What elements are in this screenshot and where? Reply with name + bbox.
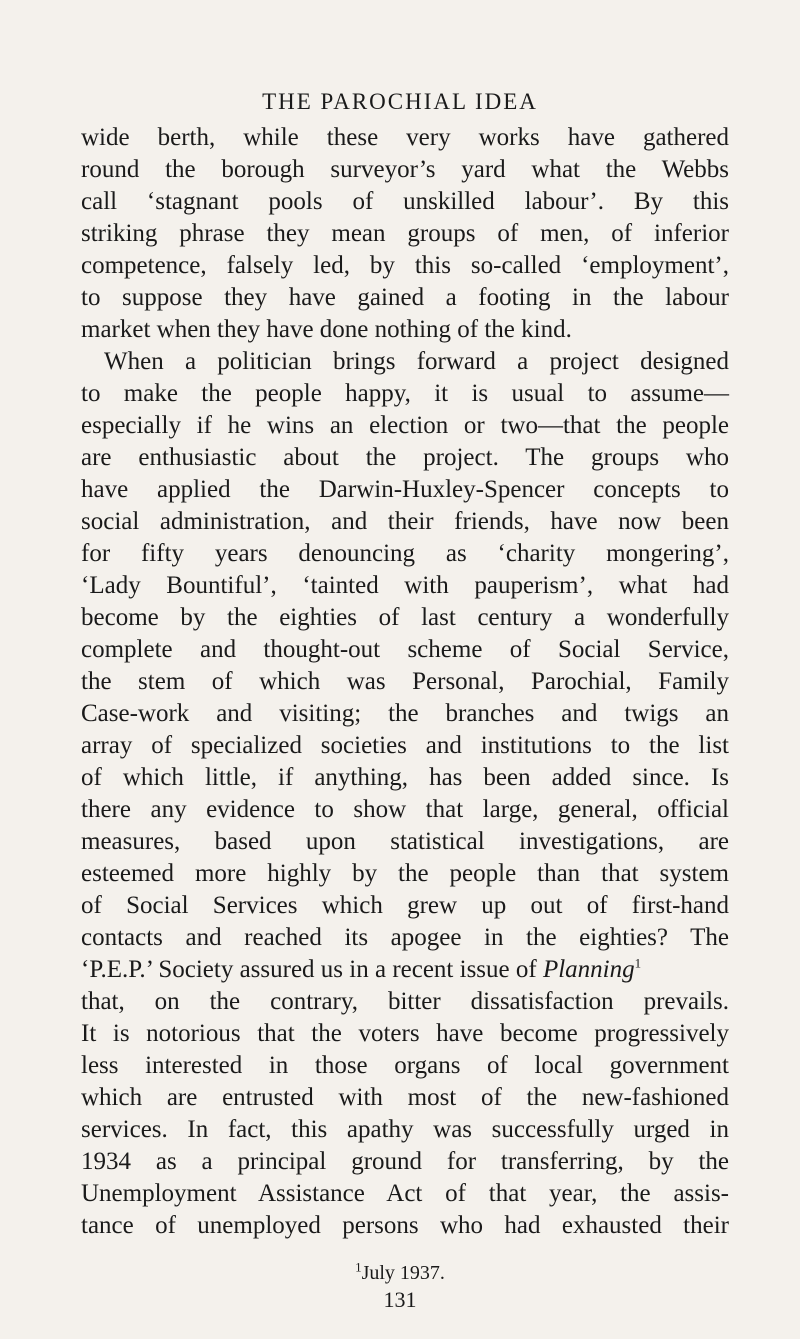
text-line: measures, based upon statistical investigations, are	[81, 828, 729, 855]
text-line: esteemed more highly by the people than that system	[81, 860, 729, 887]
text-line: 1934 as a principal ground for transferring, by the	[81, 1148, 729, 1175]
text-line: competence, falsely led, by this so-called ‘employment’,	[81, 252, 729, 279]
text-line: It is notorious that the voters have become progressively	[81, 1020, 729, 1047]
text-line: tance of unemployed persons who had exhausted their	[81, 1212, 729, 1239]
text-line: which are entrusted with most of the new-fashioned	[81, 1084, 729, 1111]
text-line: of Social Services which grew up out of first-hand	[81, 892, 729, 919]
running-head: THE PAROCHIAL IDEA	[262, 89, 538, 114]
text-line: social administration, and their friends, have now been	[81, 508, 729, 535]
text-line: striking phrase they mean groups of men, of inferior	[81, 220, 729, 247]
text-line: there any evidence to show that large, general, official	[81, 796, 729, 823]
text-line: less interested in those organs of local government	[81, 1052, 729, 1079]
text-line: of which little, if anything, has been added since. Is	[81, 764, 729, 791]
footnote-number: 1	[355, 1259, 362, 1275]
footnote-text: July 1937.	[361, 1262, 445, 1284]
text-line: that, on the contrary, bitter dissatisfaction prevails.	[81, 988, 729, 1015]
text-line: become by the eighties of last century a wonderfully	[81, 604, 729, 631]
page-number: 131	[383, 1287, 417, 1312]
text-line: round the borough surveyor’s yard what the Webbs	[81, 156, 729, 183]
text-line: market when they have done nothing of the kind.	[81, 316, 572, 343]
text-line: services. In fact, this apathy was successfully urged in	[81, 1116, 729, 1143]
text-line: call ‘stagnant pools of unskilled labour’. By this	[81, 188, 729, 215]
text-line: to make the people happy, it is usual to assume—	[81, 380, 729, 407]
text-segment: ‘P.E.P.’ Society assured us in a recent issue of	[81, 956, 537, 983]
text-line: ‘Lady Bountiful’, ‘tainted with pauperism’, what had	[81, 572, 729, 599]
text-line: have applied the Darwin-Huxley-Spencer concepts to	[81, 476, 729, 503]
text-line: contacts and reached its apogee in the eighties? The	[81, 924, 729, 951]
text-line: the stem of which was Personal, Parochial, Family	[81, 668, 729, 695]
text-line: to suppose they have gained a footing in the labour	[81, 284, 729, 311]
text-line: for fifty years denouncing as ‘charity mongering’,	[81, 540, 729, 567]
text-line: Case-work and visiting; the branches and twigs an	[81, 700, 729, 727]
text-line: Unemployment Assistance Act of that year, the assis-	[81, 1180, 729, 1207]
text-line-with-citation	[81, 954, 729, 986]
text-line: especially if he wins an election or two—that the people	[81, 412, 729, 439]
journal-title: Planning	[542, 956, 635, 983]
text-line: complete and thought-out scheme of Social Service,	[81, 636, 729, 663]
footnote-marker: 1	[634, 955, 642, 971]
text-line: array of specialized societies and institutions to the list	[81, 732, 729, 759]
footnote	[0, 1261, 800, 1285]
text-line: are enthusiastic about the project. The groups who	[81, 444, 729, 471]
text-line: When a politician brings forward a project designed	[104, 348, 729, 375]
text-line: wide berth, while these very works have gathered	[81, 124, 729, 151]
